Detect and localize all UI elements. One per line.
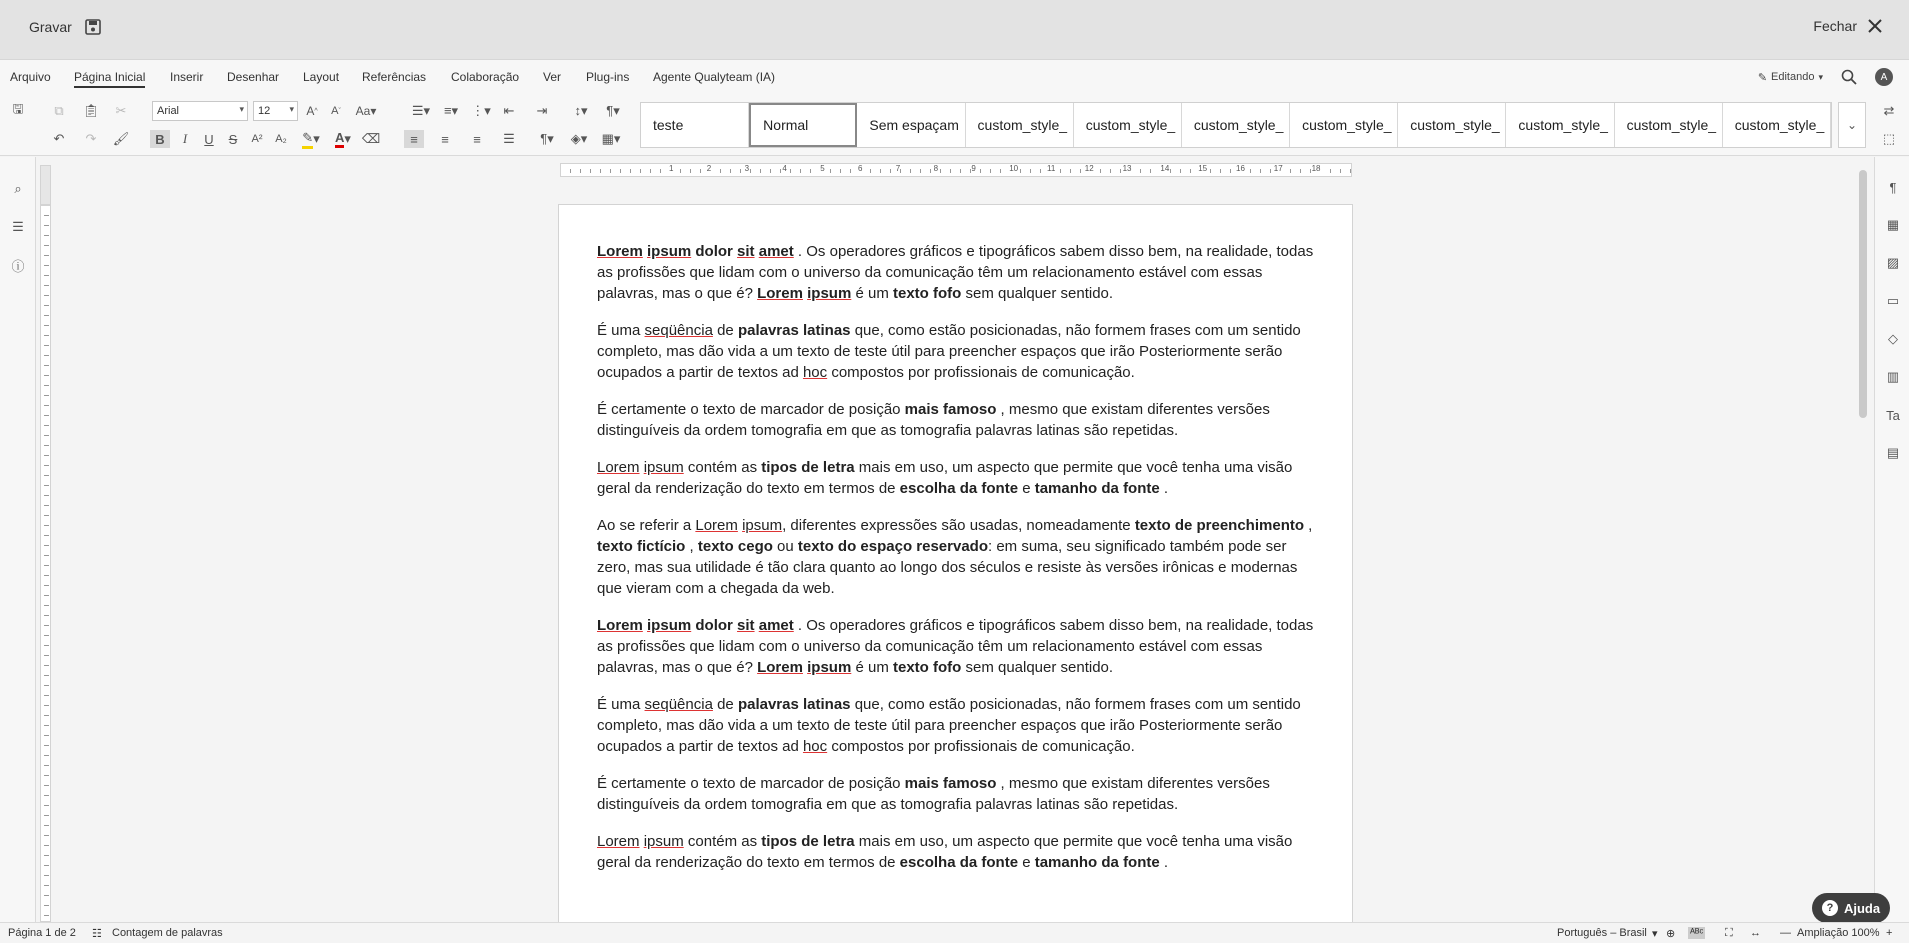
subscript-icon[interactable]: A₂ [275,133,287,145]
align-left-icon[interactable]: ≡ [404,130,424,148]
word: ipsum [807,659,852,676]
highlight-icon[interactable]: ✎ ▾ [298,130,324,148]
font-size-select[interactable] [253,101,298,121]
menu-agente-ia[interactable]: Agente Qualyteam (IA) [653,70,776,84]
vertical-scrollbar[interactable] [1858,158,1868,920]
chevron-down-icon: ⌄ [1846,118,1858,132]
paragraph-9[interactable] [597,831,1322,873]
word: amet [758,243,794,260]
question-icon: ? [1822,900,1838,916]
text-run: de [712,322,738,339]
bold-run: texto fofo [892,285,962,302]
bold-run: texto do espaço reservado [797,538,988,555]
chevron-down-icon: ▾ [289,104,294,114]
pencil-icon: ✎ [1757,71,1768,84]
menu-ver[interactable]: Ver [543,70,562,84]
title-bar [0,0,1909,60]
bold-icon[interactable]: B [150,130,170,148]
text-run: É uma [597,696,645,713]
increase-font-icon[interactable]: A ^ [306,104,318,118]
chart-settings-icon[interactable]: ▥ [1886,369,1900,384]
paragraph-5[interactable] [597,515,1322,599]
navigation-icon[interactable]: ☰ [12,219,24,234]
save-disk-icon[interactable] [84,18,102,36]
paragraph-8[interactable] [597,773,1322,815]
text-run: , [685,538,698,555]
word: ipsum [807,285,852,302]
ruler-number: 15 [1198,164,1208,173]
bold-run: mais famoso [904,775,997,792]
paragraph-6[interactable] [597,615,1322,678]
word: ipsum [643,833,684,850]
italic-icon[interactable]: I [182,131,188,146]
close-icon[interactable] [1867,18,1883,34]
bold-run: tamanho da fonte [1034,854,1160,871]
cut-icon[interactable]: ✂ [115,103,127,118]
menu-referencias[interactable]: Referências [362,70,427,84]
text-run: ou [772,538,798,555]
close-label[interactable]: Fechar [1813,18,1857,34]
ruler-number: 12 [1084,164,1094,173]
align-center-icon[interactable]: ≡ [441,131,449,147]
status-bar [0,922,1909,943]
paragraph-marks-icon[interactable]: ¶▾ [540,131,554,146]
paragraph-2[interactable] [597,320,1322,383]
text-run: . [1159,480,1169,497]
zoom-level[interactable]: Ampliação 100% [1797,927,1880,939]
bullet-list-icon[interactable]: ☰▾ [411,103,431,118]
vertical-ruler[interactable] [40,205,51,922]
scrollbar-thumb[interactable] [1859,170,1867,418]
zoom-in-icon[interactable]: + [1886,927,1893,939]
ruler-number: 3 [744,164,750,173]
menu-bar [0,60,1909,96]
chevron-down-icon: ▾ [1818,71,1823,82]
text-run: é um [851,659,893,676]
ruler-number: 13 [1122,164,1132,173]
ruler-number: 1 [669,164,674,173]
align-right-icon[interactable]: ≡ [473,131,481,147]
strikethrough-icon[interactable]: S [228,131,238,147]
style-teste[interactable]: teste [641,103,749,147]
language-select[interactable]: Português – Brasil [1557,927,1647,939]
menu-plugins[interactable]: Plug-ins [586,70,630,84]
word: dolor [695,617,733,634]
text-run: : em suma, seu significado também pode ser zero, mas sua utilidade é tão clara quanto ao longo dos séculos e resiste às versões irônicas e modernas que vieram com a chegada da web. [597,538,1298,597]
fit-width-icon[interactable]: ↔ [1750,927,1761,939]
word: Lorem [757,285,803,302]
text-run: É uma [597,322,645,339]
text-run: . Os operadores gráficos e tipográficos sabem disso bem, na realidade, todas as profissões que lidam com o universo da comunicação têm um relacionamento estável com essas palavras, mas o que é? [597,243,1314,302]
style-sem-espacamento[interactable]: Sem espaçam [857,103,965,147]
close-button[interactable] [1813,18,1883,34]
text-run: , [1304,517,1313,534]
underline-icon[interactable]: U [204,131,214,147]
menu-layout[interactable]: Layout [303,70,340,84]
help-label: Ajuda [1843,900,1881,916]
menu-colaboracao[interactable]: Colaboração [451,70,520,84]
globe-icon[interactable]: ⊕ [1666,928,1676,940]
style-custom-4[interactable]: custom_style_ [1290,103,1398,147]
menu-arquivo[interactable]: Arquivo [10,70,51,84]
word: sit [737,617,755,634]
word: Lorem [597,459,640,476]
font-color-icon[interactable]: A ▾ [335,130,351,146]
text-run: Ao se referir a [597,517,696,534]
save-label[interactable]: Gravar [29,19,72,35]
style-custom-3[interactable]: custom_style_ [1182,103,1290,147]
save-button[interactable] [29,18,102,36]
styles-more-button[interactable] [1838,102,1866,148]
paragraph-7[interactable] [597,694,1322,757]
table-settings-icon[interactable]: ▦ [1886,217,1900,232]
bold-run: tipos de letra [761,459,855,476]
word: amet [758,617,794,634]
decrease-font-icon[interactable]: A ˇ [331,105,341,117]
ruler-number: 10 [1009,164,1019,173]
document-body[interactable] [597,241,1322,889]
word-count-label[interactable]: Contagem de palavras [112,927,223,939]
shape-settings-icon[interactable]: ◇ [1888,331,1898,346]
text-run: mais em uso, um aspecto que permite que você tenha uma visão geral da renderização do texto em termos de [597,459,1293,497]
fit-page-icon[interactable]: ⛶ [1725,927,1733,939]
ruler-number: 11 [1047,164,1056,173]
help-button[interactable] [1812,893,1890,923]
ruler-number: 9 [971,164,976,173]
text-run: é um [851,285,893,302]
paragraph-direction-icon[interactable]: ¶▾ [606,103,620,118]
chevron-down-icon: ▾ [239,104,244,114]
ruler-number: 6 [858,164,863,173]
edit-mode-dropdown[interactable] [1758,71,1823,84]
ruler-number: 17 [1273,164,1283,173]
bold-run: texto cego [697,538,773,555]
word: Lorem [597,833,640,850]
text-run: É certamente o texto de marcador de posição [597,775,905,792]
info-icon[interactable]: ⓘ [11,258,25,274]
search-icon[interactable]: ⌕ [14,181,22,196]
image-settings-icon[interactable]: ▨ [1886,255,1900,270]
styles-gallery [640,102,1832,148]
format-painter-icon[interactable]: 🖌︎ [112,131,130,146]
change-case-icon[interactable]: Aa▾ [355,104,377,118]
header-footer-icon[interactable]: ▭ [1886,293,1900,308]
superscript-icon[interactable]: A² [251,133,263,145]
borders-icon[interactable]: ▦▾ [601,131,621,146]
form-settings-icon[interactable]: ▤ [1886,445,1900,460]
text-run: que, como estão posicionadas, não formem frases com um sentido completo, mas dão vida a um texto de teste útil para preencher espaços que irão Posteriormente serão ocupados a partir de textos ad [597,696,1301,755]
text-run: contém as [683,459,762,476]
ruler-number: 18 [1311,164,1321,173]
numbered-list-icon[interactable]: ≡▾ [443,103,459,118]
font-name-value: Arial [157,105,180,117]
word: dolor [695,243,733,260]
text-art-icon[interactable]: Ta [1886,407,1900,423]
style-custom-5[interactable]: custom_style_ [1398,103,1506,147]
menu-desenhar[interactable]: Desenhar [227,70,280,84]
replace-icon[interactable]: ⇄ [1883,103,1895,118]
bold-run: palavras latinas [737,322,851,339]
ruler-number: 16 [1236,164,1245,173]
word: sit [737,243,755,260]
paragraph-settings-icon[interactable]: ¶ [1889,179,1897,195]
bold-run: texto de preenchimento [1134,517,1305,534]
edit-mode-label: Editando [1771,71,1815,83]
undo-icon[interactable]: ↶ [53,131,65,146]
bold-run: tamanho da fonte [1034,480,1160,497]
text-run: de [712,696,738,713]
word: Lorem [757,659,803,676]
right-sidebar [1874,157,1909,922]
text-run: , diferentes expressões são usadas, nomeadamente [782,517,1135,534]
redo-icon[interactable]: ↷ [85,131,97,146]
text-run: . [1159,854,1169,871]
menu-pagina-inicial[interactable]: Página Inicial [74,70,145,88]
style-custom-7[interactable]: custom_style_ [1615,103,1723,147]
word: Lorem [695,517,738,534]
toolbar [0,96,1909,156]
text-run: sem qualquer sentido. [961,285,1114,302]
word: hoc [802,364,828,381]
bold-run: escolha da fonte [899,854,1019,871]
paragraph-4[interactable] [597,457,1322,499]
line-spacing-icon[interactable]: ↕▾ [574,103,588,118]
search-icon[interactable] [1841,69,1857,85]
text-run: contém as [683,833,762,850]
ruler-number: 14 [1160,164,1170,173]
avatar[interactable]: A [1875,68,1893,86]
save-small-icon[interactable]: 🖫 [12,101,24,116]
paragraph-1[interactable] [597,241,1322,304]
text-run: e [1018,854,1035,871]
word-count-icon[interactable]: ☷ [92,928,102,940]
left-sidebar [0,157,36,922]
bold-run: palavras latinas [737,696,851,713]
clear-format-icon[interactable]: ⌫ [361,131,381,146]
text-run: que, como estão posicionadas, não formem frases com um sentido completo, mas dão vida a um texto de teste útil para preencher espaços que irão Posteriormente serão ocupados a partir de textos ad [597,322,1301,381]
paste-icon[interactable]: 📋︎ [82,103,100,118]
word: hoc [802,738,828,755]
text-run: É certamente o texto de marcador de posição [597,401,905,418]
text-run: e [1018,480,1035,497]
word: ipsum [742,517,783,534]
horizontal-ruler[interactable] [560,163,1352,177]
font-name-select[interactable] [152,101,248,121]
spellcheck-icon[interactable]: ᴬᴮᶜ [1690,927,1704,939]
style-custom-2[interactable]: custom_style_ [1074,103,1182,147]
bold-run: tipos de letra [761,833,855,850]
text-run: mais em uso, um aspecto que permite que você tenha uma visão geral da renderização do texto em termos de [597,833,1293,871]
ruler-number: 7 [895,164,901,173]
ruler-number: 8 [933,164,939,173]
multilevel-list-icon[interactable]: ⋮▾ [471,103,491,118]
style-custom-1[interactable]: custom_style_ [966,103,1074,147]
bold-run: texto fictício [597,538,686,555]
copy-icon[interactable]: ⧉ [54,103,64,118]
word: Lorem [597,243,643,260]
bold-run: escolha da fonte [899,480,1019,497]
bold-run: mais famoso [904,401,997,418]
ruler-number: 5 [820,164,825,173]
increase-indent-icon[interactable]: ⇥ [536,103,548,118]
text-run: . Os operadores gráficos e tipográficos sabem disso bem, na realidade, todas as profissões que lidam com o universo da comunicação têm um relacionamento estável com essas palavras, mas o que é? [597,617,1314,676]
page-indicator[interactable]: Página 1 de 2 [8,927,76,939]
style-custom-8[interactable]: custom_style_ [1723,103,1831,147]
text-run: compostos por profissionais de comunicação. [827,364,1135,381]
text-run: compostos por profissionais de comunicação. [827,738,1135,755]
style-custom-6[interactable]: custom_style_ [1506,103,1614,147]
justify-icon[interactable]: ☰ [503,131,515,146]
word: seqüência [644,696,713,713]
chevron-down-icon: ▾ [1652,928,1658,940]
word: ipsum [643,459,684,476]
bold-run: texto fofo [892,659,962,676]
zoom-out-icon[interactable]: — [1780,927,1791,939]
word: ipsum [647,617,692,634]
paragraph-3[interactable] [597,399,1322,441]
decrease-indent-icon[interactable]: ⇤ [503,103,515,118]
font-size-value: 12 [258,105,271,117]
menu-inserir[interactable]: Inserir [170,70,204,84]
text-run: , mesmo que existam diferentes versões distinguíveis da ordem tomografia em que as tomografia palavras latinas são repetidas. [597,775,1270,813]
word: ipsum [647,243,692,260]
ruler-corner [40,165,51,205]
document-page[interactable] [558,204,1353,922]
style-normal[interactable]: Normal [749,103,857,147]
text-run: , mesmo que existam diferentes versões distinguíveis da ordem tomografia em que as tomografia palavras latinas são repetidas. [597,401,1270,439]
shading-icon[interactable]: ◈▾ [570,131,588,146]
word: seqüência [644,322,713,339]
select-icon[interactable]: ⬚ [1882,131,1896,146]
word: Lorem [597,617,643,634]
text-run: sem qualquer sentido. [961,659,1114,676]
document-workspace [52,177,1864,922]
ruler-number: 2 [706,164,712,173]
ruler-number: 4 [782,164,787,173]
